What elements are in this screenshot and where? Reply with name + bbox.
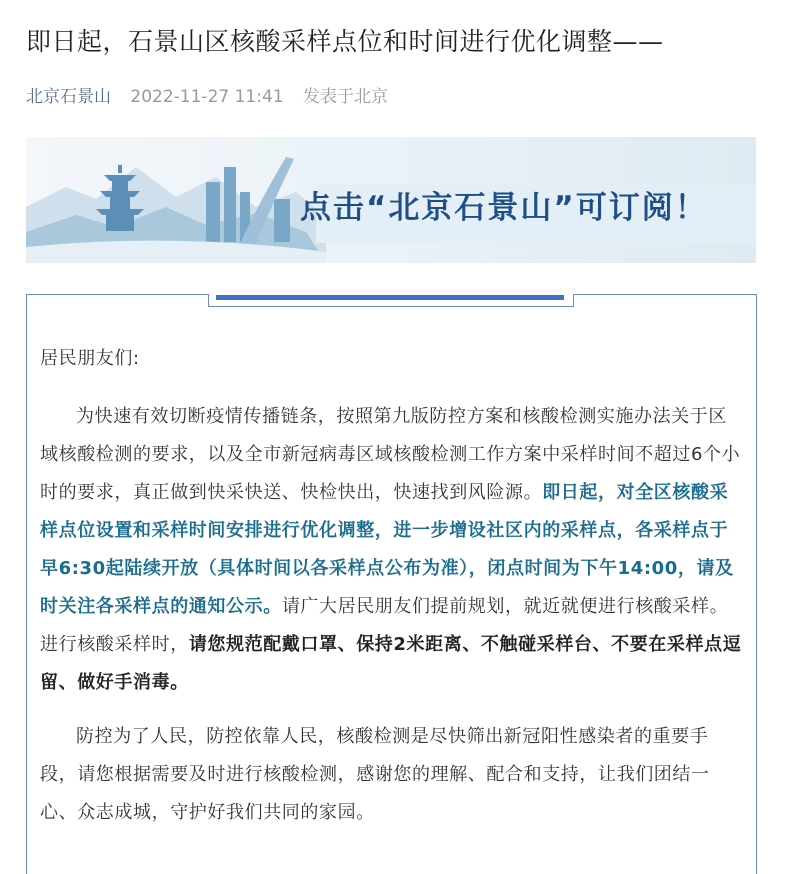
paragraph-1 bbox=[40, 398, 742, 702]
p1-bold: 请您规范配戴口罩、保持2米距离、不触碰采样台、不要在采样点逗留、做好手消毒。 bbox=[40, 634, 742, 693]
article-title: 即日起，石景山区核酸采样点位和时间进行优化调整—— bbox=[26, 27, 664, 56]
account-name-link[interactable]: 北京石景山 bbox=[26, 87, 111, 107]
article-body bbox=[40, 340, 742, 832]
frame-top-line-left bbox=[26, 294, 208, 295]
frame-top-line-right bbox=[572, 294, 756, 295]
p1-text-2: 请广大居民朋友们提前规划，就近就便进行核酸采样。进行核酸采样时， bbox=[40, 596, 729, 655]
publish-date: 2022-11-27 11:41 bbox=[130, 87, 284, 107]
greeting: 居民朋友们: bbox=[40, 348, 140, 369]
frame-accent-bar bbox=[216, 295, 564, 300]
article-meta bbox=[26, 82, 388, 107]
p1-text: 为快速有效切断疫情传播链条，按照第九版防控方案和核酸检测实施办法关于区域核酸检测的要求，以及全市新冠病毒区域核酸检测工作方案中采样时间不超过6个小时的要求，真正做到快采快送、快检快出，快速找到风险源。 bbox=[40, 406, 741, 503]
publish-location: 发表于北京 bbox=[303, 87, 389, 107]
banner-subscribe-text[interactable]: 点击“北京石景山”可订阅！ bbox=[300, 190, 708, 226]
paragraph-2: 防控为了人民，防控依靠人民，核酸检测是尽快筛出新冠阳性感染者的重要手段，请您根据需要及时进行核酸检测，感谢您的理解、配合和支持，让我们团结一心、众志成城，守护好我们共同的家园。 bbox=[40, 726, 710, 823]
p1-highlight: 即日起，对全区核酸采样点位设置和采样时间安排进行优化调整，进一步增设社区内的采样点，各采样点于早6:30起陆续开放（具体时间以各采样点公布为准），闭点时间为下午14:00，请及时关注各采样点的通知公示。 bbox=[40, 482, 734, 617]
